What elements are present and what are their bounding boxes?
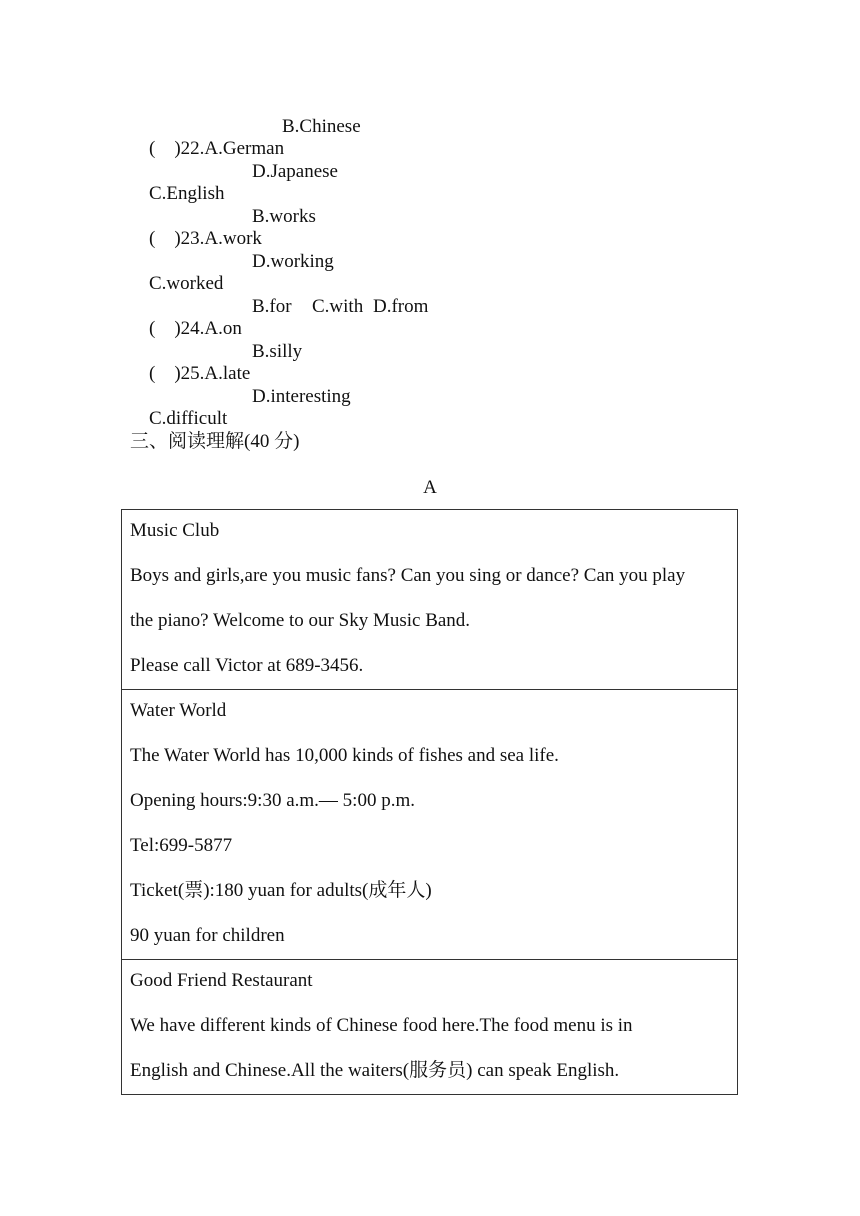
music-club-title: Music Club <box>130 520 220 541</box>
question-24-option-c: C.with <box>312 296 364 317</box>
question-24-option-b: B.for <box>252 296 292 317</box>
water-world-title: Water World <box>130 700 227 721</box>
restaurant-title: Good Friend Restaurant <box>130 970 313 991</box>
question-25-option-c: C.difficult <box>149 408 228 429</box>
passage-table <box>121 509 738 1095</box>
question-23-stem: ( )23.A.work <box>149 228 262 249</box>
question-24-stem: ( )24.A.on <box>149 318 242 339</box>
music-club-text-line2: the piano? Welcome to our Sky Music Band. <box>130 610 471 631</box>
question-25-option-b: B.silly <box>252 341 303 362</box>
water-world-hours: Opening hours:9:30 a.m.— 5:00 p.m. <box>130 790 415 811</box>
question-23-option-c: C.worked <box>149 273 224 294</box>
question-22-stem: ( )22.A.German <box>149 138 285 159</box>
question-22-option-d: D.Japanese <box>252 161 338 182</box>
water-world-adult-ticket: Ticket(票):180 yuan for adults(成年人) <box>130 880 432 901</box>
question-22-option-b: B.Chinese <box>282 116 361 137</box>
question-24-option-d: D.from <box>373 296 429 317</box>
water-world-child-ticket: 90 yuan for children <box>130 925 285 946</box>
question-25-options-cd <box>130 386 351 474</box>
ad-music-club <box>122 510 738 690</box>
ad-good-friend-restaurant <box>122 960 738 1095</box>
restaurant-text-line1: We have different kinds of Chinese food here.The food menu is in <box>130 1015 633 1036</box>
water-world-phone: Tel:699-5877 <box>130 835 233 856</box>
question-23-option-b: B.works <box>252 206 316 227</box>
section-heading: 三、阅读理解(40 分) <box>130 431 300 452</box>
music-club-text-line1: Boys and girls,are you music fans? Can you sing or dance? Can you play <box>130 565 686 586</box>
question-25-stem: ( )25.A.late <box>149 363 251 384</box>
passage-label: A <box>423 477 437 498</box>
water-world-description: The Water World has 10,000 kinds of fishes and sea life. <box>130 745 559 766</box>
music-club-contact: Please call Victor at 689-3456. <box>130 655 364 676</box>
question-23-option-d: D.working <box>252 251 334 272</box>
question-22-option-c: C.English <box>149 183 225 204</box>
ad-water-world <box>122 690 738 960</box>
question-25-option-d: D.interesting <box>252 386 351 407</box>
restaurant-text-line2: English and Chinese.All the waiters(服务员) can speak English. <box>130 1060 620 1081</box>
